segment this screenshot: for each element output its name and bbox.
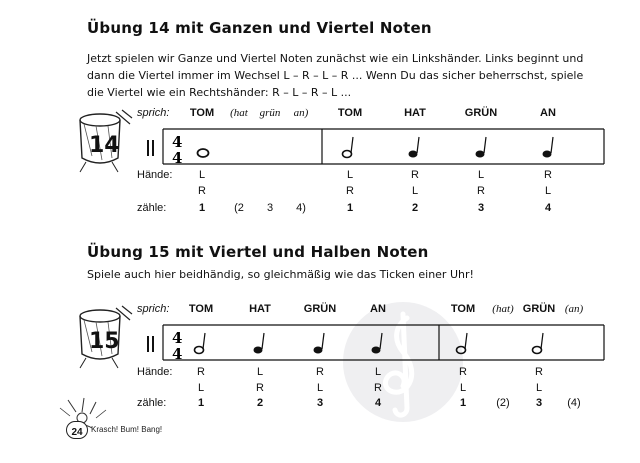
word: AN	[370, 303, 386, 315]
count: 4	[544, 202, 552, 214]
count: 1	[346, 202, 354, 214]
word: an)	[293, 107, 309, 119]
time-signature-bottom: 4	[172, 345, 183, 363]
word: AN	[540, 107, 556, 119]
quarter-note	[372, 333, 383, 354]
count: 3	[266, 202, 274, 214]
count: 2	[411, 202, 419, 214]
hand: L	[459, 382, 467, 394]
exercise-15-zaehle-label: zähle:	[137, 397, 167, 409]
word: GRÜN	[522, 303, 556, 315]
count: 1	[198, 202, 206, 214]
hand: R	[346, 185, 354, 197]
hand: L	[411, 185, 419, 197]
word: TOM	[337, 107, 363, 119]
quarter-note	[314, 333, 325, 354]
hand: R	[316, 366, 324, 378]
quarter-note	[195, 333, 206, 354]
count: 1	[197, 397, 205, 409]
exercise-15-text-line-1: Spiele auch hier beidhändig, so gleichmäßig wie das Ticken einer Uhr!	[87, 268, 474, 281]
hand: L	[544, 185, 552, 197]
hand: L	[256, 366, 264, 378]
time-signature-top: 4	[172, 133, 183, 151]
word: HAT	[249, 303, 271, 315]
word: (hat	[230, 107, 248, 119]
hand: R	[198, 185, 206, 197]
quarter-note	[254, 333, 265, 354]
footer-drummer-icon	[56, 394, 126, 450]
exercise-14-haende-label: Hände:	[137, 169, 173, 181]
hand: R	[411, 169, 419, 181]
word: (hat)	[492, 303, 514, 315]
hand: R	[459, 366, 467, 378]
hand: L	[198, 169, 206, 181]
count: 3	[477, 202, 485, 214]
page-number: 24	[71, 427, 83, 438]
time-signature-bottom: 4	[172, 149, 183, 167]
hand: L	[346, 169, 354, 181]
hand: R	[544, 169, 552, 181]
badge-15-number: 15	[89, 329, 120, 354]
count: 3	[535, 397, 543, 409]
hand: R	[477, 185, 485, 197]
page-number-badge	[66, 421, 88, 439]
count: 3	[316, 397, 324, 409]
half-note	[533, 333, 544, 354]
word: grün	[259, 107, 281, 119]
word: HAT	[404, 107, 426, 119]
exercise-14-title: Übung 14 mit Ganzen und Viertel Noten	[87, 19, 432, 37]
count: 2	[256, 397, 264, 409]
count: 4	[374, 397, 382, 409]
exercise-14-zaehle-label: zähle:	[137, 202, 167, 214]
word: TOM	[450, 303, 476, 315]
count: (4)	[567, 397, 581, 409]
count: (2	[234, 202, 244, 214]
count: 1	[459, 397, 467, 409]
hand: R	[197, 366, 205, 378]
exercise-14-text-line-2: dann die Viertel immer im Wechsel L – R – L – R ... Wenn Du das sicher beherrschst, spiele	[87, 69, 584, 82]
exercise-15-haende-label: Hände:	[137, 366, 173, 378]
hand: L	[197, 382, 205, 394]
half-note	[457, 333, 468, 354]
word: GRÜN	[303, 303, 337, 315]
hand: L	[374, 366, 382, 378]
exercise-15-sprich-label: sprich:	[137, 303, 170, 315]
word: TOM	[189, 107, 215, 119]
count: (2)	[496, 397, 510, 409]
word: TOM	[188, 303, 214, 315]
time-signature-top: 4	[172, 329, 183, 347]
exercise-14-text-line-3: die Viertel wie ein Rechtshänder: R – L – R – L ...	[87, 86, 352, 99]
exercise-15-title: Übung 15 mit Viertel und Halben Noten	[87, 243, 429, 261]
hand: R	[535, 366, 543, 378]
hand: L	[316, 382, 324, 394]
hand: L	[535, 382, 543, 394]
badge-14-number: 14	[89, 133, 120, 158]
hand: R	[256, 382, 264, 394]
hand: R	[374, 382, 382, 394]
word: (an)	[564, 303, 584, 315]
exercise-14-sprich-label: sprich:	[137, 107, 170, 119]
exercise-14-text-line-1: Jetzt spielen wir Ganze und Viertel Noten zunächst wie ein Linkshänder. Links beginnt und	[87, 52, 584, 65]
book-title: Krasch! Bum! Bang!	[91, 425, 163, 434]
count: 4)	[296, 202, 306, 214]
word: GRÜN	[464, 107, 498, 119]
hand: L	[477, 169, 485, 181]
